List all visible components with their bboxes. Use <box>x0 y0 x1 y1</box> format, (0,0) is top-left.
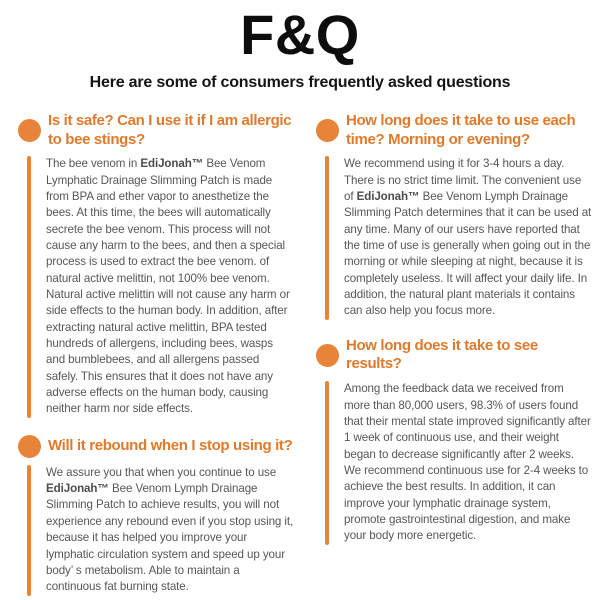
faq-question: Is it safe? Can I use it if I am allergic to bee stings? <box>48 111 292 148</box>
faq-question: How long does it take to use each time? Morning or evening? <box>346 111 576 148</box>
faq-answer: The bee venom in EdiJonah™ Bee Venom Lymphatic Drainage Slimming Patch is made from BPA and ether vapor to anesthetize the bees. At this time, the bees will automatically secrete the bee venom. This process will not cause any harm to the bees, and then a special process is used to extract the bee venom. of natural active melittin, not 100% bee venom. Natural active melittin will not cause any harm or side effects to the human body. In addition, after extracting natural active melittin, BPA tested hundreds of allergens, including bees, wasps and bumblebees, and all allergens passed safely. This ensures that it does not have any adverse effects on the human body, causing neither harm nor side effects. <box>46 157 290 416</box>
faq-answer-row <box>314 156 592 319</box>
circle-bullet-icon <box>316 119 339 142</box>
faq-columns <box>0 112 600 596</box>
faq-item-rebound <box>16 435 294 596</box>
page-header <box>0 0 600 92</box>
faq-answer: Among the feedback data we received from more than 80,000 users, 98.3% of users found that their mental state improved significantly after 1 week of continuous use, and their weight began to decrease significantly after 2 weeks. We recommend continuous use for 2-4 weeks to achieve the best results. In addition, it can improve your lymphatic drainage system, promote gastrointestinal digestion, and make your body more energetic. <box>344 382 591 543</box>
faq-question-row <box>314 112 592 150</box>
accent-line <box>27 465 31 596</box>
faq-answer-row <box>16 465 294 596</box>
faq-question: How long does it take to see results? <box>346 336 538 373</box>
accent-line <box>325 156 329 319</box>
circle-bullet-icon <box>18 119 41 142</box>
circle-bullet-icon <box>316 344 339 367</box>
faq-answer: We recommend using it for 3-4 hours a day. There is no strict time limit. The convenient use of EdiJonah™ Bee Venom Lymph Drainage Slimming Patch determines that it can be used at any time. Many of our users have reported that the time of use is generally when going out in the morning or while sleeping at night, because it is completely useless. It will affect your daily life. In addition, the natural plant materials it contains can also help you focus more. <box>344 157 592 318</box>
faq-question: Will it rebound when I stop using it? <box>48 436 293 454</box>
faq-item-usage-time <box>314 112 592 320</box>
faq-item-results <box>314 337 592 545</box>
faq-question-row <box>314 337 592 375</box>
faq-question-row <box>16 435 294 458</box>
faq-question-row <box>16 112 294 150</box>
accent-line <box>27 156 31 418</box>
faq-item-safety <box>16 112 294 418</box>
page-subtitle: Here are some of consumers frequently asked questions <box>89 73 511 91</box>
accent-line <box>325 381 329 544</box>
faq-column-right <box>314 112 592 545</box>
faq-answer: We assure you that when you continue to use EdiJonah™ Bee Venom Lymph Drainage Slimming Patch to achieve results, you will not experience any rebound even if you stop using it, because it has helped you improve your lymphatic circulation system and speed up your body’ s metabolism. Able to maintain a continuous fat burning state. <box>46 465 294 594</box>
faq-answer-row <box>16 156 294 418</box>
page-title: F&Q <box>240 3 360 66</box>
faq-column-left <box>16 112 294 596</box>
faq-answer-row <box>314 381 592 544</box>
circle-bullet-icon <box>18 435 41 458</box>
